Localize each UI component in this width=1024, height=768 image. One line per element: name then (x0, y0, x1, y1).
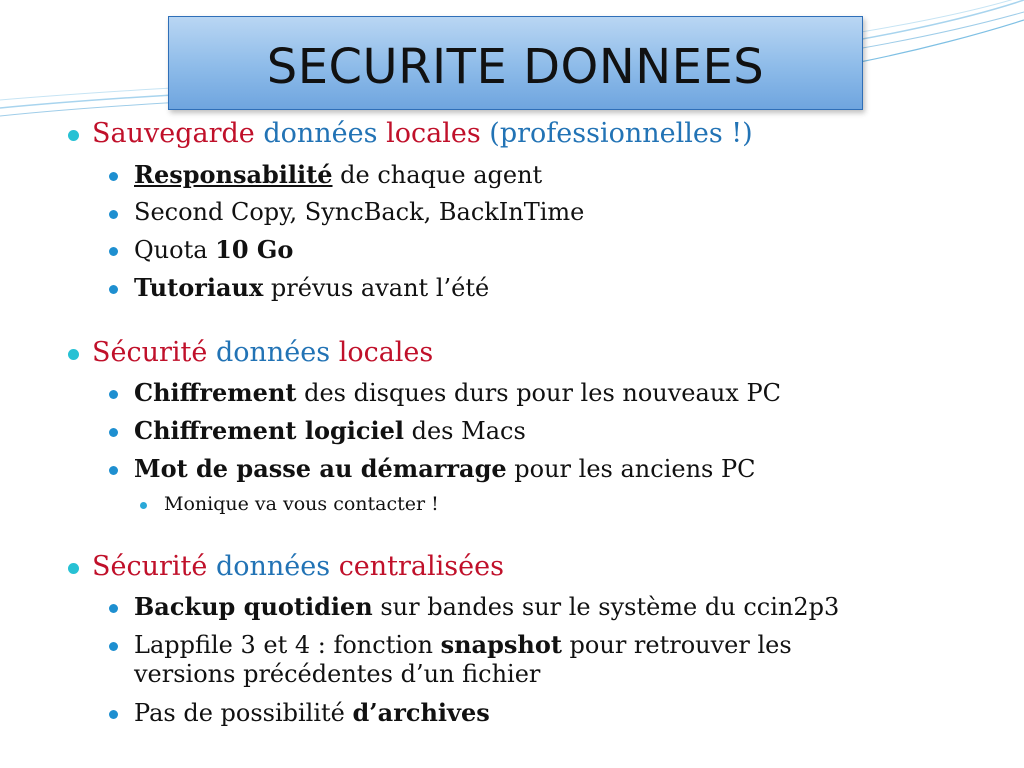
heading-word: Sécurité (92, 337, 208, 368)
item-bold: 10 Go (215, 235, 294, 264)
bullet-icon (140, 502, 147, 509)
item-bold: snapshot (440, 630, 562, 659)
item-bold: Responsabilité (134, 160, 333, 189)
bullet-icon (68, 563, 79, 574)
item-text: pour les anciens PC (506, 455, 756, 483)
section-heading (92, 118, 753, 149)
list-item (134, 235, 293, 264)
item-text: Quota (134, 236, 216, 264)
list-item (134, 160, 542, 189)
item-text: des Macs (403, 417, 526, 445)
section-heading (92, 337, 433, 368)
list-item (134, 630, 792, 659)
list-item (134, 198, 584, 226)
bullet-icon (68, 349, 79, 360)
item-bold: Chiffrement (134, 378, 297, 407)
list-item (134, 592, 839, 621)
item-text: Second Copy, SyncBack, BackInTime (134, 198, 585, 226)
bullet-icon (109, 604, 118, 613)
bullet-icon (109, 428, 118, 437)
item-text: de chaque agent (332, 161, 543, 189)
heading-word: locales (338, 337, 434, 368)
section-heading (92, 551, 504, 582)
list-item-continuation: versions précédentes d’un fichier (134, 660, 541, 688)
bullet-icon (109, 285, 118, 294)
item-bold: Backup quotidien (134, 592, 373, 621)
heading-word: données (215, 551, 331, 582)
bullet-icon (109, 710, 118, 719)
heading-word: données (215, 337, 331, 368)
bullet-icon (109, 390, 118, 399)
bullet-icon (109, 210, 118, 219)
item-text: des disques durs pour les nouveaux PC (296, 379, 781, 407)
sub-list-item: Monique va vous contacter ! (164, 493, 439, 515)
bullet-icon (68, 130, 79, 141)
item-text: pour retrouver les (561, 631, 792, 659)
list-item (134, 698, 490, 727)
item-text: Lappfile 3 et 4 : fonction (134, 631, 441, 659)
bullet-icon (109, 247, 118, 256)
bullet-icon (109, 642, 118, 651)
heading-word: (professionnelles !) (489, 118, 753, 149)
heading-word: Sécurité (92, 551, 208, 582)
heading-word: données (263, 118, 378, 149)
bullet-icon (109, 466, 118, 475)
item-text: sur bandes sur le système du ccin2p3 (372, 593, 840, 621)
item-bold: Chiffrement logiciel (134, 416, 404, 445)
bullet-icon (109, 172, 118, 181)
list-item (134, 454, 755, 483)
item-bold: d’archives (352, 698, 490, 727)
item-text: Pas de possibilité (134, 699, 353, 727)
list-item (134, 273, 489, 302)
page-title: SECURITE DONNEES (266, 39, 765, 95)
item-bold: Mot de passe au démarrage (134, 454, 507, 483)
list-item (134, 416, 526, 445)
heading-word: locales (386, 118, 481, 149)
item-text: prévus avant l’été (263, 274, 490, 302)
heading-word: Sauvegarde (92, 118, 255, 149)
list-item (134, 378, 781, 407)
title-box (168, 16, 863, 110)
heading-word: centralisées (338, 551, 504, 582)
item-bold: Tutoriaux (134, 273, 264, 302)
